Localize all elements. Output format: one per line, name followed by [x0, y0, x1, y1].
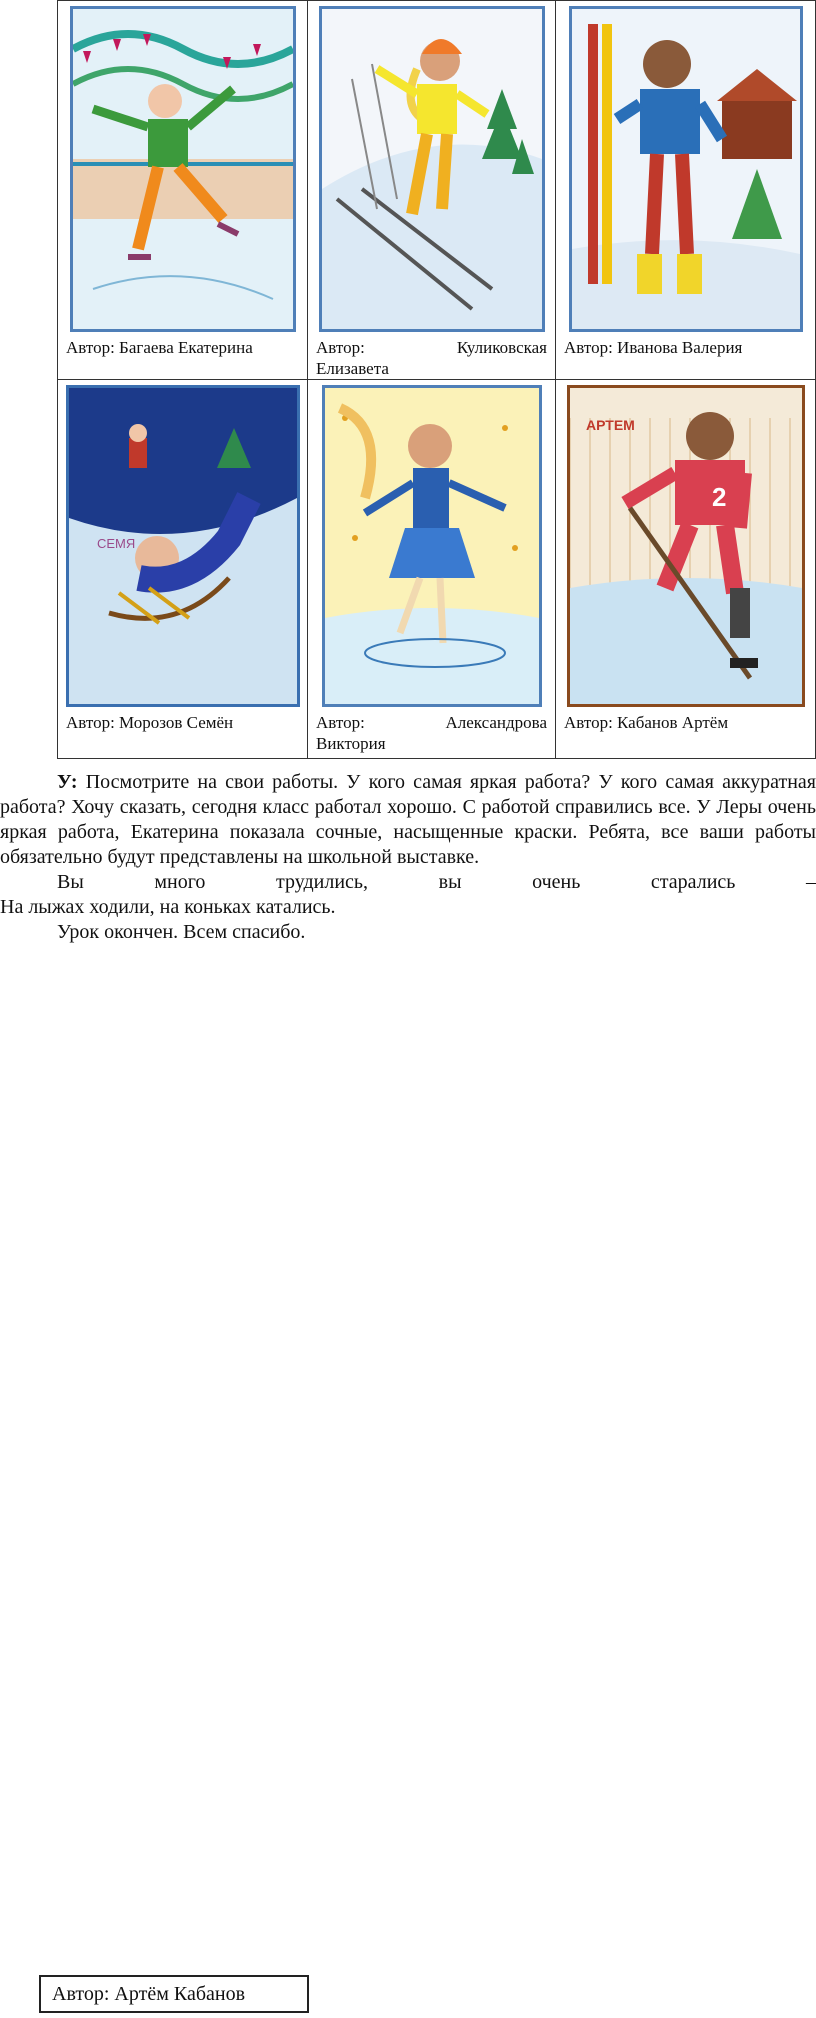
caption [308, 332, 555, 379]
table-row [58, 1, 816, 380]
caption [556, 332, 815, 358]
teacher-paragraph [0, 770, 816, 870]
drawings-table [57, 0, 816, 759]
table-cell [308, 380, 556, 759]
caption-text: Автор: Александрова [316, 713, 547, 732]
caption [556, 707, 815, 733]
drawing-figure-skater [322, 385, 542, 707]
closing-line: Урок окончен. Всем спасибо. [57, 921, 306, 943]
drawing-sledding-boy [66, 385, 300, 707]
table-cell [556, 380, 816, 759]
caption-text: Автор: Куликовская [316, 338, 547, 357]
drawing-skater-girl [70, 6, 296, 332]
jersey-number: 2 [711, 482, 726, 512]
drawing-label-semya: СЕМЯ [96, 536, 135, 551]
poem-line-1: Вы много трудились, вы очень старались – [57, 871, 816, 893]
table-cell [308, 1, 556, 380]
lesson-text [0, 770, 816, 945]
speaker-label: У: [57, 771, 78, 793]
table-row [58, 380, 816, 759]
caption-text: Автор: Иванова Валерия [564, 338, 743, 357]
caption-text: Автор: Багаева Екатерина [66, 338, 253, 357]
poem-line-2: На лыжах ходили, на коньках катались. [0, 896, 336, 918]
caption-text: Автор: Морозов Семён [66, 713, 234, 732]
drawing-hockey-player [567, 385, 805, 707]
caption-text: Автор: Кабанов Артём [564, 713, 729, 732]
drawing-label-artem: АРТЕМ [585, 417, 635, 433]
drawing-skier-girl [319, 6, 545, 332]
caption [58, 707, 307, 733]
caption-text-line2: Елизавета [316, 359, 389, 378]
table-cell [58, 1, 308, 380]
author-box: Автор: Артём Кабанов [39, 1975, 309, 2013]
table-cell [556, 1, 816, 380]
paragraph-text: Посмотрите на свои работы. У кого самая яркая работа? У кого самая аккуратная работа? Хочу сказать, сегодня класс работал хорошо. С работой справились все. У Леры очень яркая работа, Екатерина показала сочные, насыщенные краски. Ребята, все ваши работы обязательно будут представлены на школьной выставке. [0, 771, 816, 868]
drawing-skier-boy [569, 6, 803, 332]
table-cell [58, 380, 308, 759]
caption [308, 707, 555, 754]
caption-text-line2: Виктория [316, 734, 386, 753]
caption [58, 332, 307, 358]
